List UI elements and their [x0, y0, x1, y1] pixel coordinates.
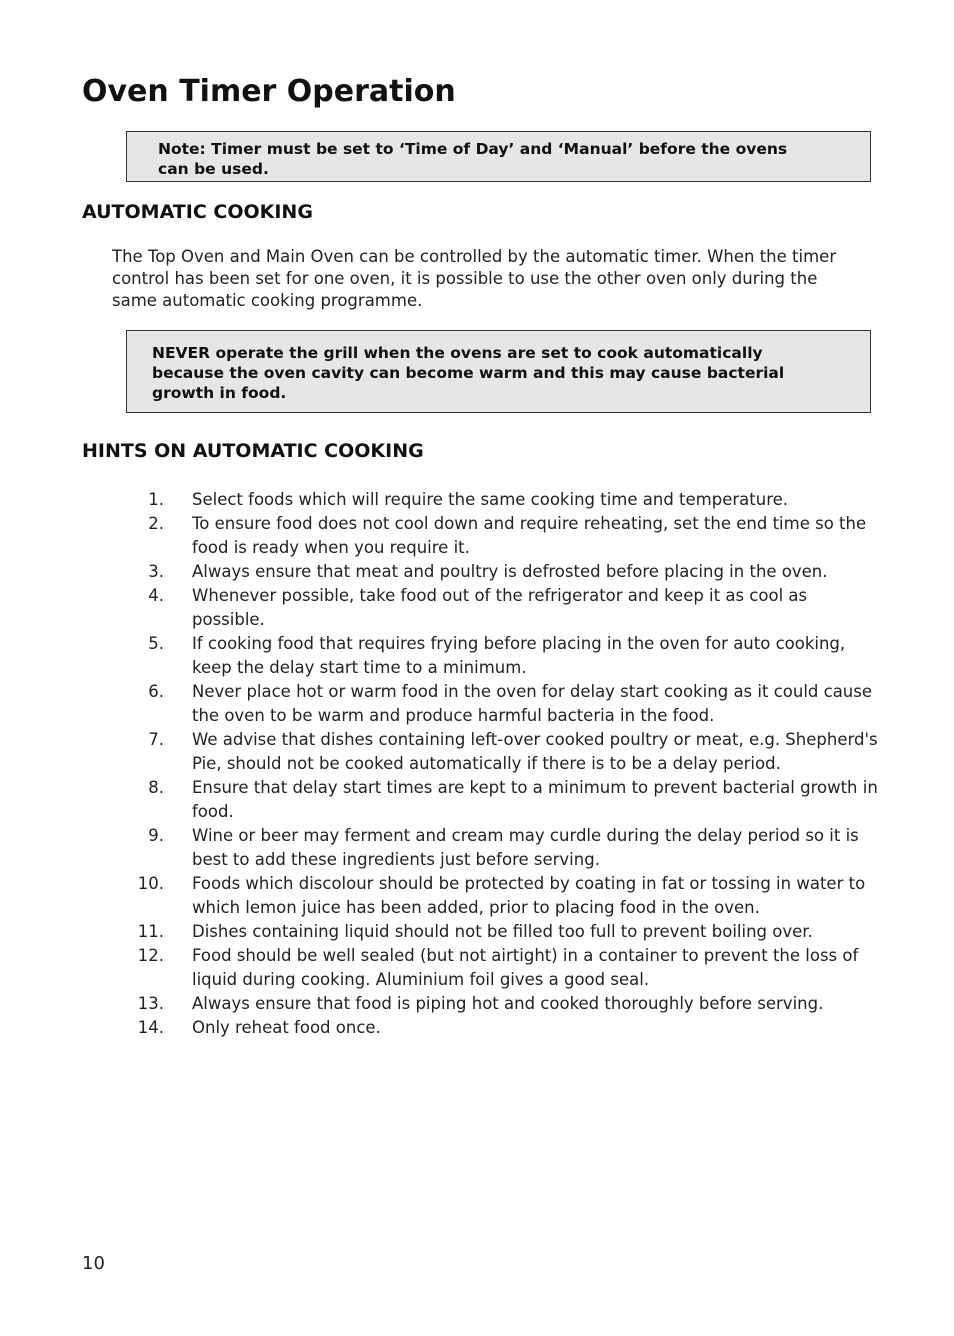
list-item — [112, 512, 882, 560]
list-item — [112, 920, 882, 944]
list-item-text: Dishes containing liquid should not be filled too full to prevent boiling over. — [192, 922, 813, 941]
page-title: Oven Timer Operation — [82, 74, 456, 109]
list-item — [112, 560, 882, 584]
page-number: 10 — [82, 1253, 105, 1274]
list-item — [112, 776, 882, 824]
list-item-text: Wine or beer may ferment and cream may curdle during the delay period so it is best to add these ingredients just before serving. — [192, 826, 859, 869]
list-item — [112, 632, 882, 680]
list-item — [112, 680, 882, 728]
list-item-text: We advise that dishes containing left-over cooked poultry or meat, e.g. Shepherd's Pie, should not be cooked automatically if there is to be a delay period. — [192, 730, 878, 773]
list-item-number: 7. — [148, 730, 164, 749]
list-item — [112, 944, 882, 992]
list-item-number: 9. — [148, 826, 164, 845]
list-item — [112, 488, 882, 512]
list-item-number: 2. — [148, 514, 164, 533]
hints-list — [112, 488, 882, 1040]
list-item-number: 4. — [148, 586, 164, 605]
list-item-number: 12. — [137, 946, 164, 965]
list-item-text: Select foods which will require the same cooking time and temperature. — [192, 490, 789, 509]
list-item — [112, 992, 882, 1016]
list-item-text: Foods which discolour should be protected by coating in fat or tossing in water to which lemon juice has been added, prior to placing food in the oven. — [192, 874, 866, 917]
list-item-text: Never place hot or warm food in the oven for delay start cooking as it could cause the oven to be warm and produce harmful bacteria in the food. — [192, 682, 873, 725]
list-item-number: 10. — [137, 874, 164, 893]
list-item-text: To ensure food does not cool down and require reheating, set the end time so the food is ready when you require it. — [192, 514, 867, 557]
list-item-text: Always ensure that meat and poultry is defrosted before placing in the oven. — [192, 562, 828, 581]
automatic-cooking-paragraph: The Top Oven and Main Oven can be controlled by the automatic timer. When the timer control has been set for one oven, it is possible to use the other oven only during the same automatic cooking programme. — [112, 247, 837, 310]
automatic-cooking-heading: AUTOMATIC COOKING — [82, 201, 313, 223]
list-item-number: 5. — [148, 634, 164, 653]
list-item-number: 1. — [148, 490, 164, 509]
list-item — [112, 1016, 882, 1040]
list-item — [112, 584, 882, 632]
list-item-number: 13. — [137, 994, 164, 1013]
list-item-number: 11. — [137, 922, 164, 941]
list-item-text: Food should be well sealed (but not airtight) in a container to prevent the loss of liquid during cooking. Aluminium foil gives a good seal. — [192, 946, 859, 989]
timer-note-box: Note: Timer must be set to ‘Time of Day’ and ‘Manual’ before the ovens can be used. — [126, 131, 871, 182]
list-item — [112, 728, 882, 776]
list-item-number: 6. — [148, 682, 164, 701]
grill-warning-box: NEVER operate the grill when the ovens are set to cook automatically because the oven cavity can become warm and this may cause bacterial growth in food. — [126, 330, 871, 413]
list-item-text: Ensure that delay start times are kept to a minimum to prevent bacterial growth in food. — [192, 778, 878, 821]
list-item — [112, 872, 882, 920]
list-item-number: 3. — [148, 562, 164, 581]
list-item-number: 14. — [137, 1018, 164, 1037]
list-item-text: Whenever possible, take food out of the refrigerator and keep it as cool as possible. — [192, 586, 808, 629]
list-item-text: If cooking food that requires frying before placing in the oven for auto cooking, keep the delay start time to a minimum. — [192, 634, 846, 677]
hints-heading: HINTS ON AUTOMATIC COOKING — [82, 440, 424, 462]
list-item — [112, 824, 882, 872]
list-item-text: Always ensure that food is piping hot and cooked thoroughly before serving. — [192, 994, 824, 1013]
list-item-text: Only reheat food once. — [192, 1018, 381, 1037]
list-item-number: 8. — [148, 778, 164, 797]
